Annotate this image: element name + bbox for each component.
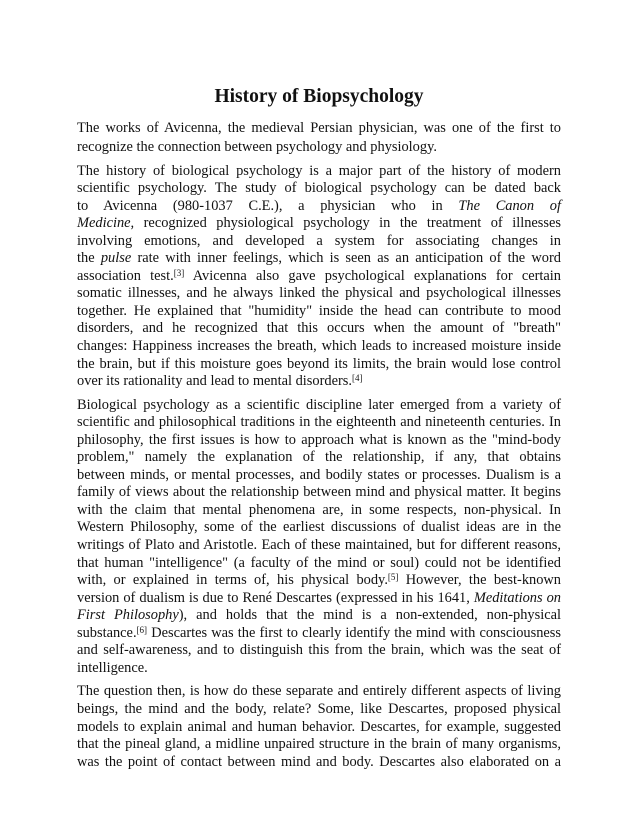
citation-ref[interactable]: [3] [173,267,185,278]
text-line: The history of biological psychology is a major part of the history of modern [77,162,561,179]
text-line: models to explain animal and human behavior. Descartes, for example, suggested [77,718,561,735]
pulse-emphasis: pulse [100,250,132,267]
text-fragment: in [431,197,443,214]
text-line: The question then, is how do these separate and entirely different aspects of living [77,683,561,700]
text-line: recognize the connection between psychology and physiology. [77,139,437,155]
text-line [77,373,561,391]
text-line: philosophy, the first issues is how to approach what is known as the "mind-body [77,431,561,448]
text-line: disorders, and he recognized that this occurs when the amount of "breath" [77,320,561,337]
text-line [77,572,561,590]
text-line: problem," namely the explanation of the relationship, if any, that obtains [77,449,561,466]
text-line: Western Philosophy, some of the earliest discussions of dualist ideas are in the [77,519,561,536]
text-line: and self-awareness, and to distinguish this from the brain, which was the seat of [77,642,561,659]
text-fragment: ), and holds that the mind is a non-extended, non-physical [178,607,561,624]
text-line: was the point of contact between mind and body. Descartes also elaborated on a [77,753,561,770]
text-fragment: over its rationality and lead to mental disorders. [77,373,352,390]
text-line: between minds, or mental processes, and bodily states or processes. Dualism is a [77,466,561,483]
text-fragment: Descartes was the first to clearly identify the mind with consciousness [151,624,561,641]
text-line [77,250,561,268]
text-line [77,625,561,643]
text-line: intelligence. [77,659,148,676]
text-line: changes: Happiness increases the breath, which leads to increased moisture inside [77,338,561,355]
text-fragment: with, or explained in terms of, his physical body. [77,572,388,589]
text-fragment: substance. [77,624,137,641]
text-fragment: the [77,250,95,267]
text-line: with the claim that mental phenomena are, in some respects, non-physical. In [77,501,561,518]
text-line: that the pineal gland, a midline unpaired structure in the brain of many organisms, [77,736,561,753]
text-line: involving emotions, and developed a system for associating changes in [77,232,561,249]
text-line: Biological psychology as a scientific discipline later emerged from a variety of [77,396,561,413]
citation-ref[interactable]: [6] [136,624,148,635]
text-fragment: recognized physiological psychology in the treatment of illnesses [143,215,561,232]
text-line [77,215,561,233]
text-fragment: version of dualism is due to René Descartes (expressed in his 1641, [77,589,470,606]
text-fragment: However, the best-known [405,572,561,589]
text-line: the brain, but if this moisture goes beyond its limits, the brain would lose control [77,355,561,372]
text-fragment: Avicenna also gave psychological explanations for certain [192,267,562,284]
text-line [77,607,561,625]
paragraph-history [77,163,561,391]
citation-ref[interactable]: [4] [351,373,363,384]
canon-title-fragment: Medicine, [77,215,135,232]
text-line: scientific psychology. The study of biological psychology can be dated back [77,180,561,197]
text-line: somatic illnesses, and he always linked the physical and psychological illnesses [77,285,561,302]
text-line: family of views about the relationship between mind and physical matter. It begins [77,484,561,501]
text-line: that human "intelligence" (a faculty of the mind or soul) could not be identified [77,554,561,571]
text-fragment: association test. [77,267,174,284]
text-line: beings, the mind and the body, relate? Some, like Descartes, proposed physical [77,700,561,717]
meditations-title-fragment: First Philosophy [77,607,179,624]
text-line: The works of Avicenna, the medieval Persian physician, was one of the first to [77,120,561,136]
text-line: together. He explained that "humidity" inside the head can contribute to mood [77,302,561,319]
canon-title-fragment: Canon [495,197,535,214]
meditations-title-fragment: Meditations on [473,589,561,606]
document-body [77,117,561,777]
text-line: scientific and philosophical traditions in the eighteenth and nineteenth centuries. In [77,414,561,431]
text-line [77,198,561,216]
canon-title-fragment: The [458,197,480,214]
page-title: History of Biopsychology [214,86,424,107]
paragraph-biological-psychology [77,397,561,678]
citation-ref[interactable]: [5] [387,572,399,583]
text-fragment: a physician who [298,197,416,214]
paragraph-avicenna-intro [77,117,561,157]
paragraph-mind-body-question [77,683,561,771]
text-fragment: rate with inner feelings, which is seen as an anticipation of the word [137,250,561,267]
text-line [77,268,561,286]
text-line [77,590,561,608]
canon-title-fragment: of [549,197,561,214]
text-fragment: to Avicenna (980-1037 C.E.), [77,197,283,214]
text-line: writings of Plato and Aristotle. Each of these maintained, but for different reasons, [77,537,561,554]
